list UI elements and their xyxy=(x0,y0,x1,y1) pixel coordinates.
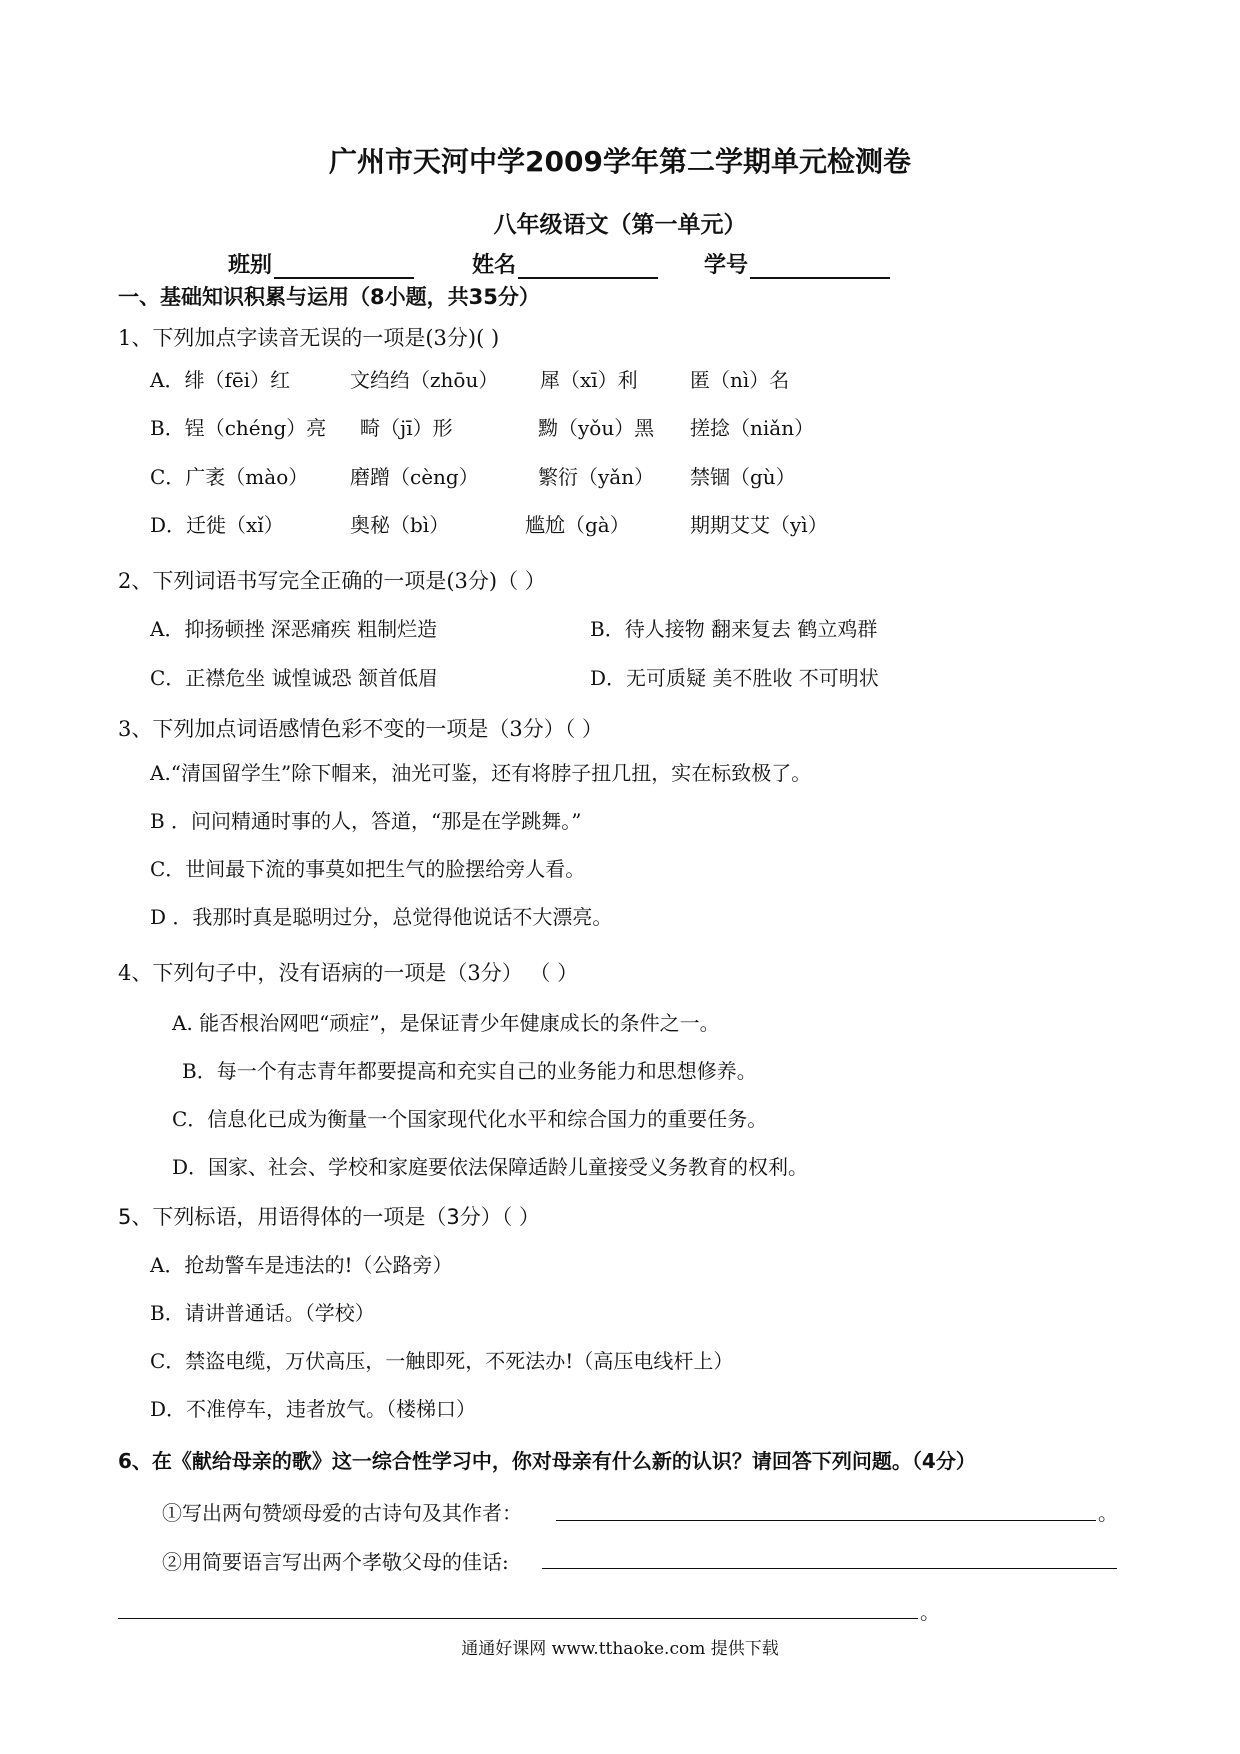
q4-option-d: D．国家、社会、学校和家庭要依法保障适龄儿童接受义务教育的权利。 xyxy=(172,1155,809,1179)
q6-answer-line-1[interactable] xyxy=(556,1520,1096,1521)
q3-option-b: B ．问问精通时事的人，答道，“那是在学跳舞。” xyxy=(150,809,582,833)
q2-option-b: B．待人接物 翻来复去 鹤立鸡群 xyxy=(590,617,878,641)
q1-option-d-4: 期期艾艾（yì） xyxy=(690,513,828,537)
q6-answer-line-2[interactable] xyxy=(542,1568,1117,1569)
q4-option-a: A. 能否根治网吧“顽症”，是保证青少年健康成长的条件之一。 xyxy=(172,1011,720,1035)
q6-item-2-end: 。 xyxy=(920,1600,940,1624)
section-heading: 一、基础知识积累与运用（8小题，共35分） xyxy=(118,285,540,309)
q6-item-1-end: 。 xyxy=(1098,1501,1118,1525)
q1-option-d-3: 尴尬（gà） xyxy=(525,513,630,537)
q6-item-1: ①写出两句赞颂母爱的古诗句及其作者： xyxy=(162,1501,522,1525)
q5-stem-text: 5、下列标语，用语得体的一项是（3分）（ ） xyxy=(118,1205,540,1229)
q5-option-b: B．请讲普通话。（学校） xyxy=(150,1301,375,1325)
class-field[interactable] xyxy=(228,248,414,279)
q3-option-c: C．世间最下流的事莫如把生气的脸摆给旁人看。 xyxy=(150,857,586,881)
q1-stem: 1、下列加点字读音无误的一项是(3分)( ) xyxy=(118,326,500,350)
page-subtitle: 八年级语文（第一单元） xyxy=(493,212,747,238)
q1-option-b-3: 黝（yǒu）黑 xyxy=(538,416,655,440)
student-number-field[interactable] xyxy=(704,248,890,279)
q1-option-a-4: 匿（nì）名 xyxy=(690,368,790,392)
q3-stem: 3、下列加点词语感情色彩不变的一项是（3分）（ ） xyxy=(118,717,603,741)
q1-option-a-1: A．绯（fēi）红 xyxy=(150,368,291,392)
q1-option-a-2: 文绉绉（zhōu） xyxy=(350,368,499,392)
q1-option-d-2: 奥秘（bì） xyxy=(350,513,450,537)
q4-option-b: B．每一个有志青年都要提高和充实自己的业务能力和思想修养。 xyxy=(182,1059,757,1083)
q1-option-a-3: 犀（xī）利 xyxy=(540,368,638,392)
q1-option-b-2: 畸（jī）形 xyxy=(360,416,453,440)
q3-option-d: D ．我那时真是聪明过分，总觉得他说话不大漂亮。 xyxy=(150,905,613,929)
q1-option-c-2: 磨蹭（cèng） xyxy=(350,465,479,489)
class-blank[interactable] xyxy=(274,253,414,279)
q5-stem xyxy=(118,1201,540,1231)
name-blank[interactable] xyxy=(518,253,658,279)
q1-option-c-1: C．广袤（mào） xyxy=(150,465,309,489)
q4-stem: 4、下列句子中，没有语病的一项是（3分） （ ） xyxy=(118,961,579,985)
q5-option-a: A．抢劫警车是违法的!（公路旁） xyxy=(150,1253,453,1277)
class-label: 班别 xyxy=(228,253,273,278)
q6-item-2: ②用简要语言写出两个孝敬父母的佳话: xyxy=(162,1550,509,1574)
q6-stem: 6、在《献给母亲的歌》这一综合性学习中，你对母亲有什么新的认识？请回答下列问题。（4分） xyxy=(118,1449,976,1473)
q2-option-d: D．无可质疑 美不胜收 不可明状 xyxy=(590,666,879,690)
q1-option-b-4: 搓捻（niǎn） xyxy=(690,416,815,440)
name-field[interactable] xyxy=(472,248,658,279)
q2-option-a: A．抑扬顿挫 深恶痛疾 粗制烂造 xyxy=(150,617,438,641)
q1-option-c-4: 禁锢（gù） xyxy=(690,465,796,489)
student-number-blank[interactable] xyxy=(750,253,890,279)
q3-option-a: A.“清国留学生”除下帽来，油光可鉴，还有将脖子扭几扭，实在标致极了。 xyxy=(150,761,812,785)
q2-option-c: C．正襟危坐 诚惶诚恐 颔首低眉 xyxy=(150,666,439,690)
q5-option-d: D．不准停车，违者放气。（楼梯口） xyxy=(150,1397,477,1421)
q1-option-c-3: 繁衍（yǎn） xyxy=(538,465,655,489)
q5-option-c: C．禁盗电缆，万伏高压，一触即死，不死法办!（高压电线杆上） xyxy=(150,1349,734,1373)
q1-option-d-1: D．迁徙（xǐ） xyxy=(150,513,284,537)
q4-option-c: C．信息化已成为衡量一个国家现代化水平和综合国力的重要任务。 xyxy=(172,1107,768,1131)
q2-stem: 2、下列词语书写完全正确的一项是(3分)（ ） xyxy=(118,569,546,593)
footer-credit: 通通好课网 www.tthaoke.com 提供下载 xyxy=(461,1639,779,1659)
name-label: 姓名 xyxy=(472,253,517,278)
q6-answer-line-3[interactable] xyxy=(118,1618,918,1619)
q1-option-b-1: B．锃（chéng）亮 xyxy=(150,416,327,440)
student-number-label: 学号 xyxy=(704,253,749,278)
page-title: 广州市天河中学2009学年第二学期单元检测卷 xyxy=(329,145,911,178)
